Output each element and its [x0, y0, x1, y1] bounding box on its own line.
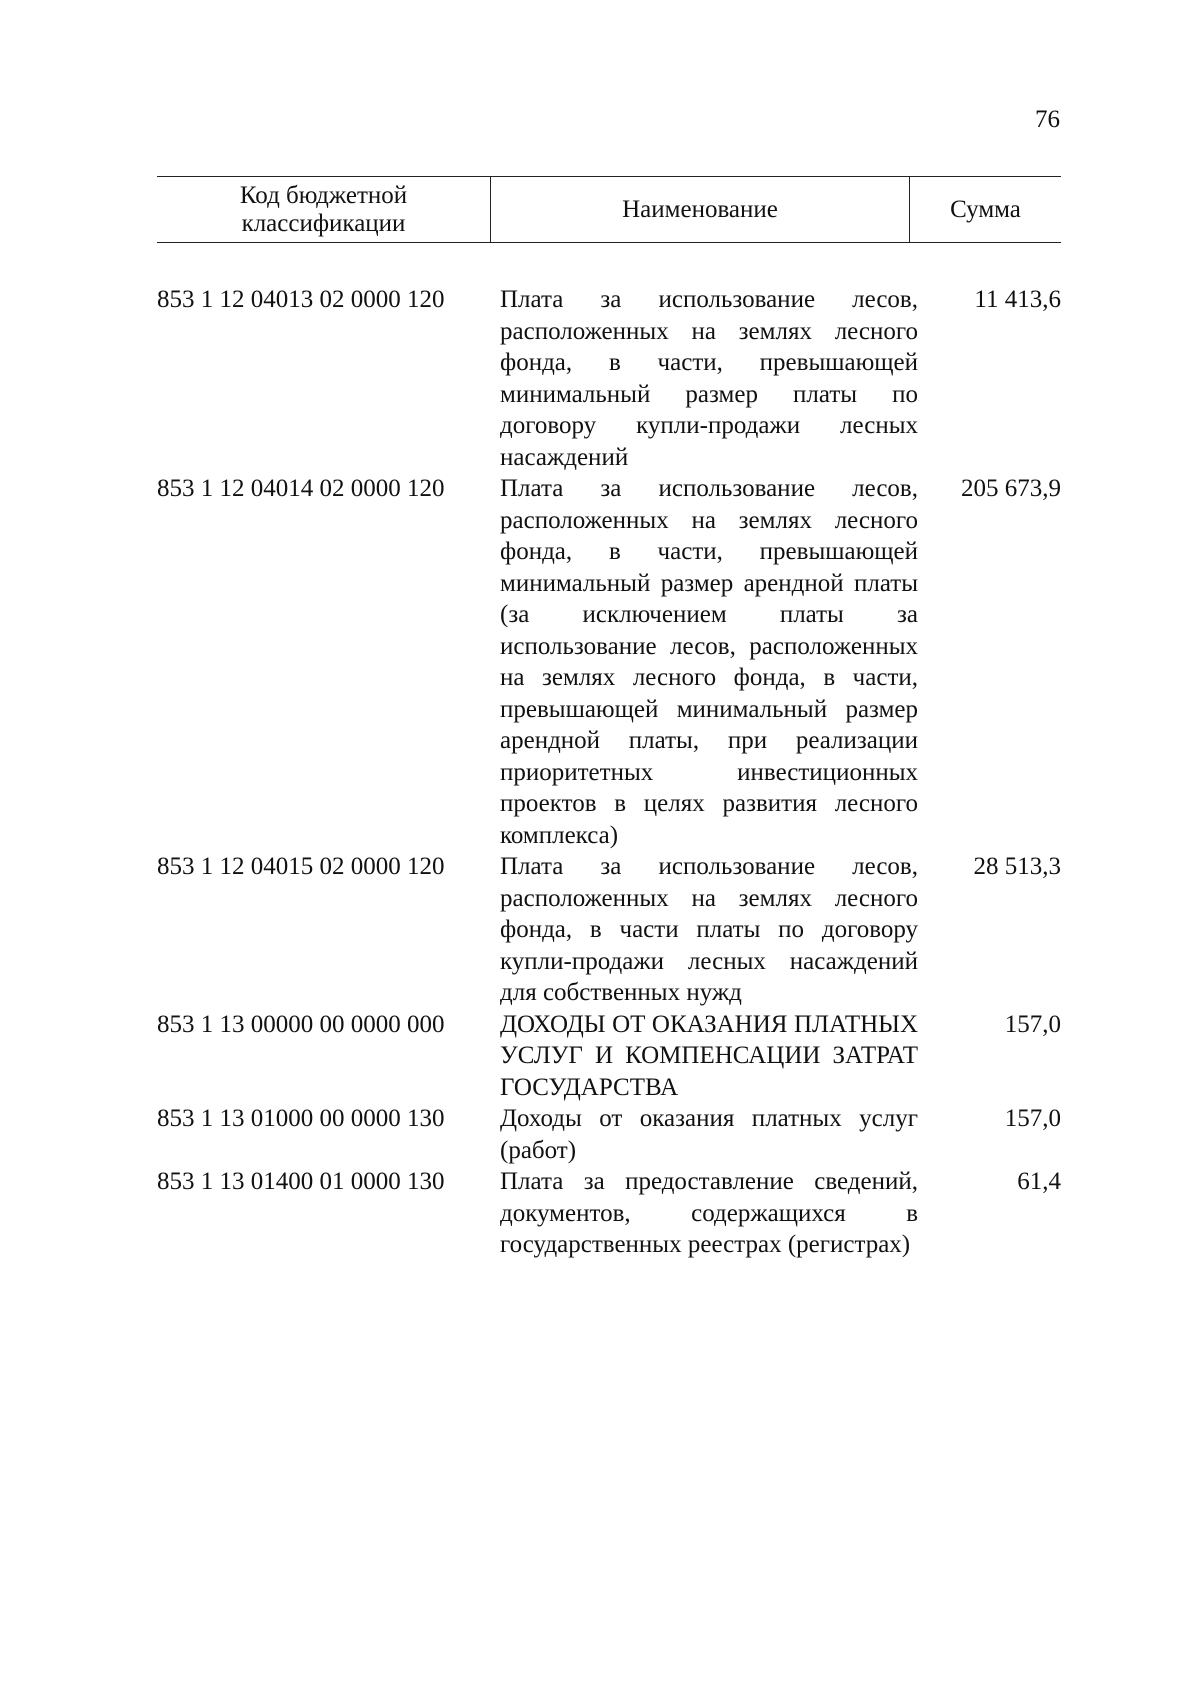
header-name: Наименование	[490, 177, 910, 242]
table-row	[157, 1009, 1061, 1104]
row-sum: 61,4	[1017, 1168, 1061, 1195]
table-row	[157, 473, 1061, 851]
row-sum: 157,0	[1004, 1105, 1061, 1132]
budget-table	[157, 176, 1061, 1258]
row-sum: 28 513,3	[973, 853, 1061, 880]
row-name: Плата за использование лесов, расположенных на землях лесного фонда, в части платы по договору купли-продажи лесных насаждений для собственных нужд	[500, 853, 918, 1006]
row-name: Плата за предоставление сведений, документов, содержащихся в государственных реестрах (регистрах)	[500, 1168, 918, 1258]
table-row	[157, 851, 1061, 1009]
row-code: 853 1 13 00000 00 0000 000	[157, 1010, 445, 1038]
page-number: 76	[1035, 106, 1060, 133]
row-name: ДОХОДЫ ОТ ОКАЗАНИЯ ПЛАТНЫХ УСЛУГ И КОМПЕНСАЦИИ ЗАТРАТ ГОСУДАРСТВА	[500, 1010, 918, 1101]
row-code: 853 1 12 04015 02 0000 120	[157, 853, 445, 880]
row-code: 853 1 13 01400 01 0000 130	[157, 1168, 445, 1195]
row-name: Плата за использование лесов, расположенных на землях лесного фонда, в части, превышающей минимальный размер платы по договору купли-продажи лесных насаждений	[500, 286, 918, 471]
row-sum: 11 413,6	[974, 286, 1061, 313]
row-code: 853 1 12 04013 02 0000 120	[157, 286, 445, 313]
table-body	[157, 284, 1061, 1261]
table-row	[157, 1103, 1061, 1166]
row-code: 853 1 12 04014 02 0000 120	[157, 475, 445, 502]
table-row	[157, 284, 1061, 473]
table-header	[157, 176, 1061, 243]
header-sum: Сумма	[950, 195, 1021, 223]
row-sum: 157,0	[1004, 1010, 1061, 1038]
row-sum: 205 673,9	[961, 475, 1061, 502]
row-name: Доходы от оказания платных услуг (работ)	[500, 1105, 918, 1164]
row-code: 853 1 13 01000 00 0000 130	[157, 1105, 445, 1132]
table-row	[157, 1166, 1061, 1261]
header-code: Код бюджетной классификации	[239, 181, 408, 237]
row-name: Плата за использование лесов, расположенных на землях лесного фонда, в части, превышающей минимальный размер арендной платы (за исключением платы за использование лесов, расположенных на землях лесного фонда, в части, превышающей минимальный размер арендной платы, при реализации приоритетных инвестиционных проектов в целях развития лесного комплекса)	[500, 475, 918, 849]
